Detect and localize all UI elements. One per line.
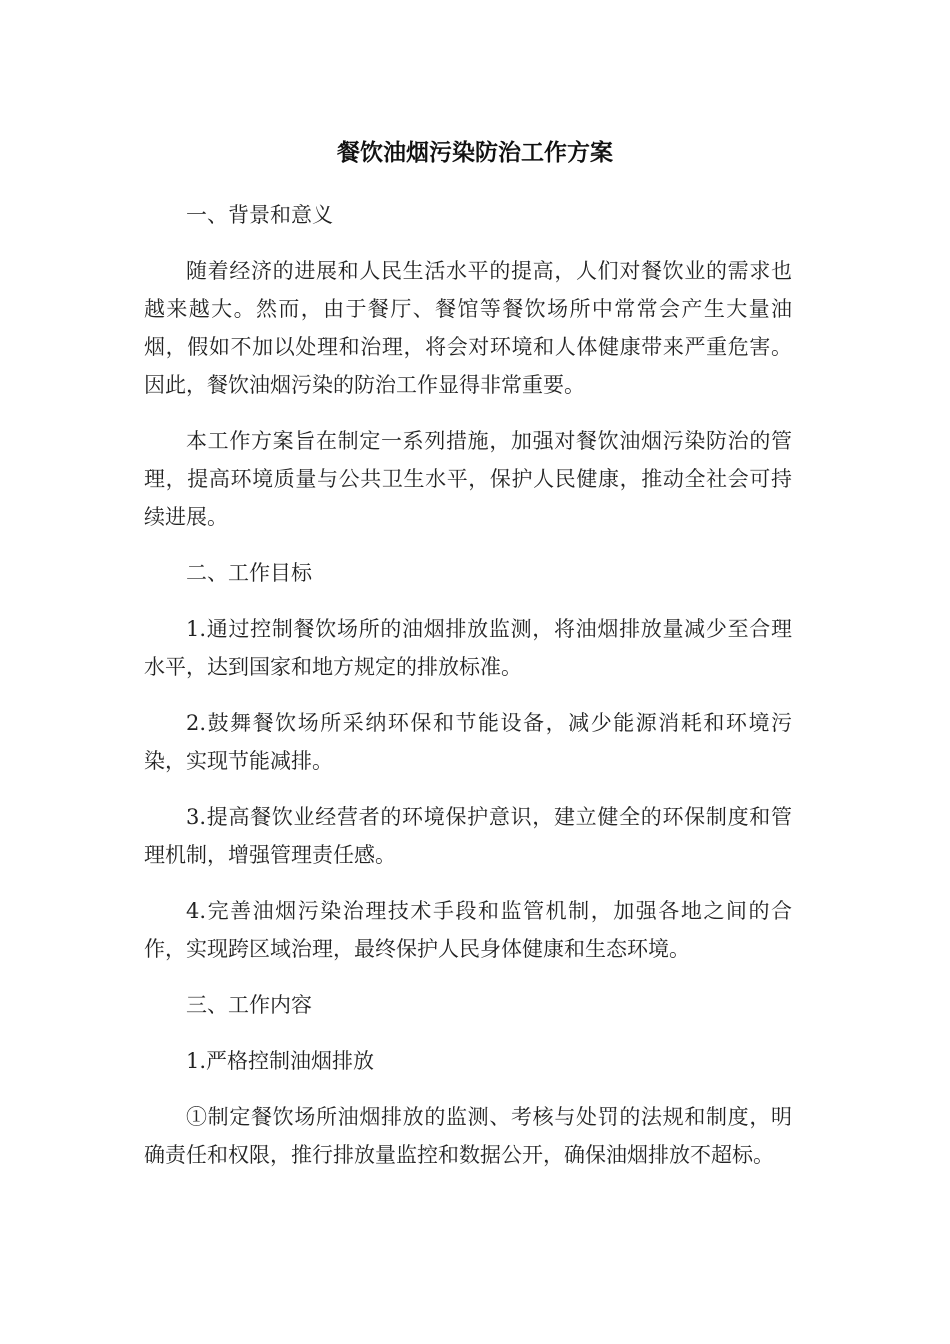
document-body (144, 196, 792, 1192)
document-title: 餐饮油烟污染防治工作方案 (337, 140, 613, 166)
content-item-1: ①制定餐饮场所油烟排放的监测、考核与处罚的法规和制度，明确责任和权限，推行排放量监控和数据公开，确保油烟排放不超标。 (144, 1105, 792, 1167)
goal-item-2: 2.鼓舞餐饮场所采纳环保和节能设备，减少能源消耗和环境污染，实现节能减排。 (144, 711, 792, 773)
section-heading-content: 三、工作内容 (186, 993, 312, 1017)
paragraph-background-2: 本工作方案旨在制定一系列措施，加强对餐饮油烟污染防治的管理，提高环境质量与公共卫生水平，保护人民健康，推动全社会可持续进展。 (144, 429, 792, 529)
section-heading-goals: 二、工作目标 (186, 561, 312, 585)
goal-item-4: 4.完善油烟污染治理技术手段和监管机制，加强各地之间的合作，实现跨区域治理，最终保护人民身体健康和生态环境。 (144, 899, 792, 961)
goal-item-3: 3.提高餐饮业经营者的环境保护意识，建立健全的环保制度和管理机制，增强管理责任感。 (144, 805, 792, 867)
subsection-heading-control: 1.严格控制油烟排放 (186, 1049, 375, 1073)
goal-item-1: 1.通过控制餐饮场所的油烟排放监测，将油烟排放量减少至合理水平，达到国家和地方规定的排放标准。 (144, 617, 792, 679)
section-heading-background: 一、背景和意义 (186, 203, 333, 227)
paragraph-background-1: 随着经济的进展和人民生活水平的提高，人们对餐饮业的需求也越来越大。然而，由于餐厅、餐馆等餐饮场所中常常会产生大量油烟，假如不加以处理和治理，将会对环境和人体健康带来严重危害。因此，餐饮油烟污染的防治工作显得非常重要。 (144, 259, 792, 397)
